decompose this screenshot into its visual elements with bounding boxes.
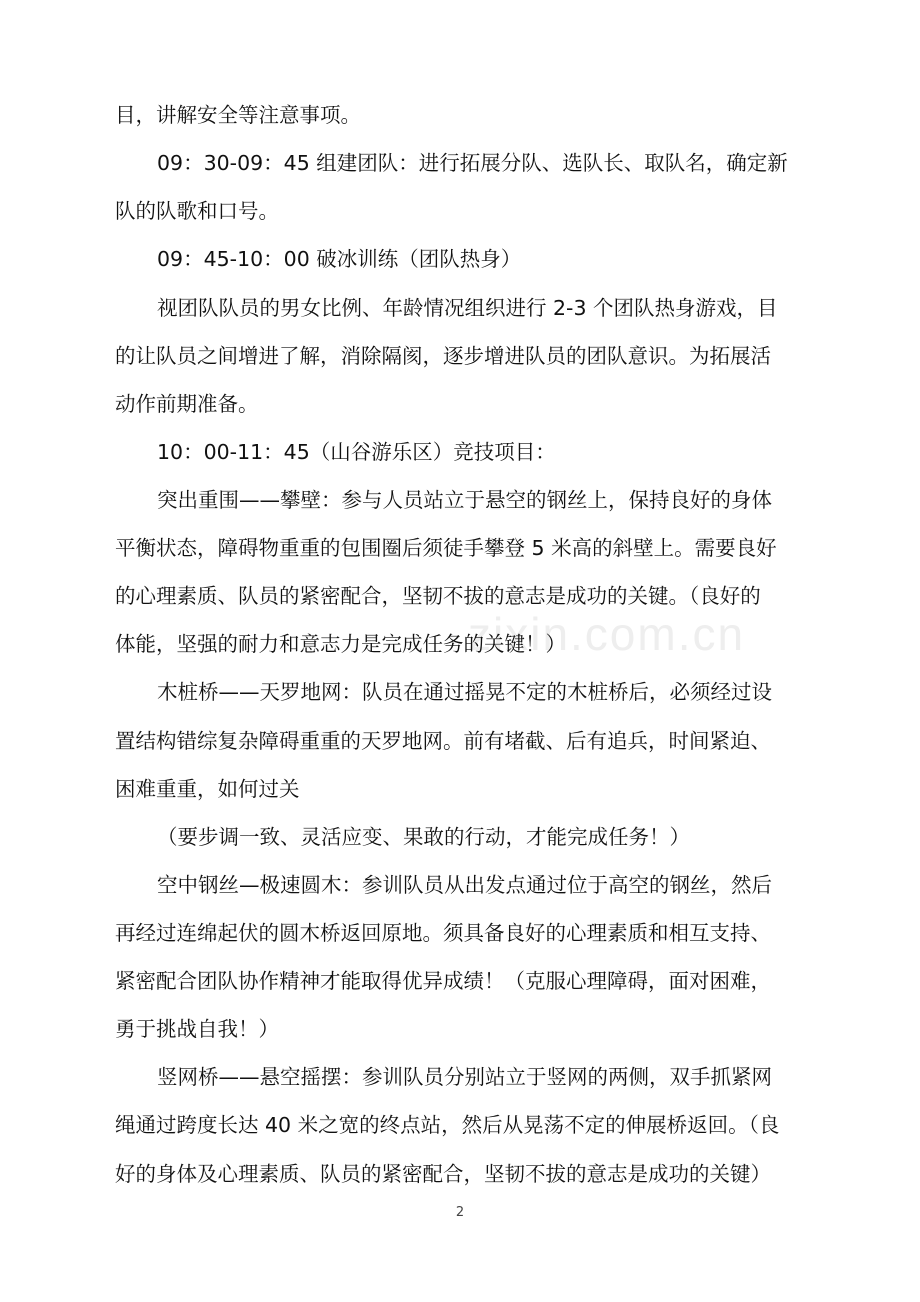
paragraph-line: 突出重围——攀壁：参与人员站立于悬空的钢丝上，保持良好的身体 — [157, 488, 772, 512]
text-line: 目，讲解安全等注意事项。 — [115, 103, 361, 127]
paragraph-line: 视团队队员的男女比例、年龄情况组织进行 2-3 个团队热身游戏，目 — [157, 296, 778, 320]
text-line: 动作前期准备。 — [115, 392, 259, 416]
text-line: 置结构错综复杂障碍重重的天罗地网。前有堵截、后有追兵，时间紧迫、 — [115, 729, 771, 753]
text-line: 的心理素质、队员的紧密配合，坚韧不拔的意志是成功的关键。（良好的 — [115, 584, 761, 608]
text-line: 平衡状态，障碍物重重的包围圈后须徒手攀登 5 米高的斜壁上。需要良好 — [115, 536, 777, 560]
paragraph-line: 09：45-10：00 破冰训练（团队热身） — [157, 247, 522, 271]
text-line: 体能，坚强的耐力和意志力是完成任务的关键！） — [115, 632, 566, 656]
watermark: zixin.com.cn — [468, 608, 746, 660]
paragraph-line: 空中钢丝—极速圆木：参训队员从出发点通过位于高空的钢丝，然后 — [157, 873, 772, 897]
text-line: 好的身体及心理素质、队员的紧密配合，坚韧不拔的意志是成功的关键） — [115, 1162, 771, 1186]
text-line: 紧密配合团队协作精神才能取得优异成绩！（克服心理障碍，面对困难， — [115, 969, 771, 993]
text-line: 勇于挑战自我！） — [115, 1017, 279, 1041]
text-line: 绳通过跨度长达 40 米之宽的终点站，然后从晃荡不定的伸展桥返回。（良 — [115, 1113, 780, 1137]
paragraph-line: 09：30-09：45 组建团队：进行拓展分队、选队长、取队名，确定新 — [157, 151, 788, 175]
paragraph-line: 木桩桥——天罗地网：队员在通过摇晃不定的木桩桥后，必须经过设 — [157, 680, 772, 704]
page-number: 2 — [455, 1205, 465, 1220]
text-line: 困难重重，如何过关 — [115, 777, 300, 801]
paragraph-line: 10：00-11：45（山谷游乐区）竞技项目： — [157, 440, 556, 464]
paragraph-line: （要步调一致、灵活应变、果敢的行动，才能完成任务！） — [157, 825, 690, 849]
text-line: 的让队员之间增进了解，消除隔阂，逐步增进队员的团队意识。为拓展活 — [115, 344, 771, 368]
text-line: 再经过连绵起伏的圆木桥返回原地。须具备良好的心理素质和相互支持、 — [115, 921, 771, 945]
text-line: 队的队歌和口号。 — [115, 199, 279, 223]
paragraph-line: 竖网桥——悬空摇摆：参训队员分别站立于竖网的两侧，双手抓紧网 — [157, 1065, 772, 1089]
